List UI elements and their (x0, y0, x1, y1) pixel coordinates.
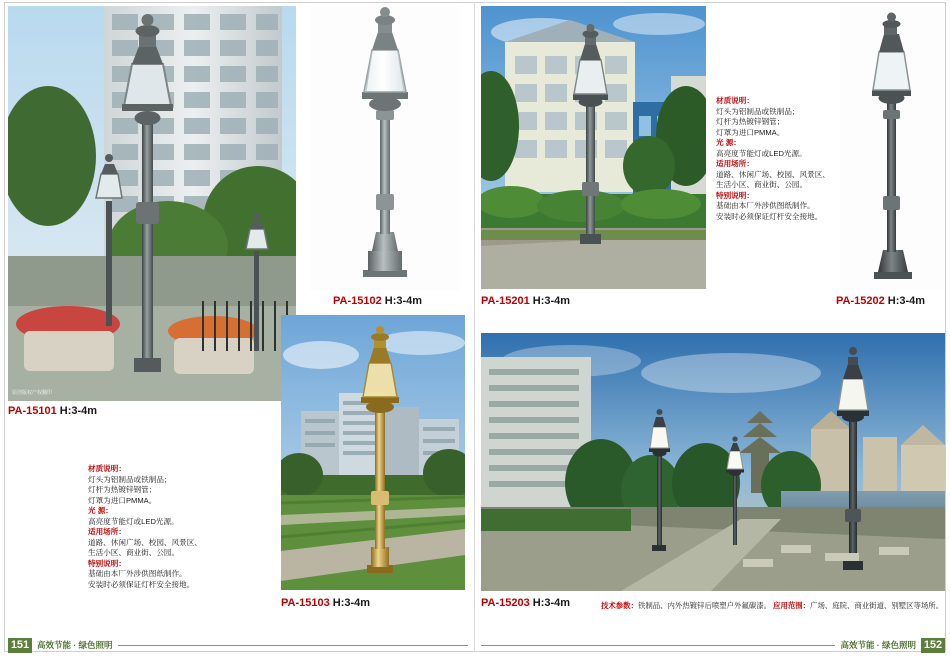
product-photo-pa-15103 (281, 315, 465, 590)
product-height-pa-15202: H:3-4m (887, 295, 926, 307)
product-height-pa-15201: H:3-4m (532, 295, 571, 307)
tech-params-line (601, 600, 943, 611)
spec-left-place-1: 道路、休闲广场、校园、风景区、 (88, 537, 202, 547)
spec-left-material-3: 灯罩为进口PMMA。 (88, 495, 157, 505)
footer-right (481, 636, 945, 654)
footer-rule-left (118, 645, 468, 646)
caption-pa-15201 (481, 295, 570, 307)
product-height-pa-15102: H:3-4m (384, 295, 423, 307)
page-number-left: 151 (8, 638, 32, 653)
scene-studio-lamp-dark (840, 6, 945, 289)
tech-place-text: 广场、庭院、商业街道、别墅区等场所。 (810, 601, 944, 610)
product-photo-pa-15101 (8, 6, 296, 401)
product-code-pa-15103: PA-15103 (281, 597, 330, 609)
spec-right-material-title: 材质说明： (716, 96, 754, 105)
spec-left-note-2: 安装时必须保证灯杆安全接地。 (88, 579, 195, 589)
scene-waterfront-night (481, 333, 945, 591)
spec-left-material-title: 材质说明： (88, 464, 126, 473)
page-gutter (474, 2, 475, 652)
product-photo-pa-15201 (481, 6, 706, 289)
product-code-pa-15102: PA-15102 (333, 295, 382, 307)
spec-left-material-1: 灯头为铝制品或铁制品； (88, 474, 172, 484)
spec-left-note-title: 特别说明： (88, 558, 126, 568)
tech-place-label: 应用范围： (773, 601, 811, 610)
spec-right-source-1: 高亮度节能灯或LED光源。 (716, 148, 807, 158)
product-code-pa-15201: PA-15201 (481, 295, 530, 307)
caption-pa-15202 (836, 295, 925, 307)
spec-right-note-2: 安装时必须保证灯杆安全接地。 (716, 211, 823, 221)
spec-block-left (88, 464, 238, 590)
spec-left-source-1: 高亮度节能灯或LED光源。 (88, 516, 179, 526)
spec-right-note-1: 基础由本厂外涉供图纸制作。 (716, 201, 815, 210)
scene-golden-lamp-city (281, 315, 465, 590)
spec-left-place-title: 适用场所： (88, 527, 126, 536)
tech-params-text: 铁制品、内外热镀锌后喷塑户外氟碳漆。 (637, 601, 772, 610)
product-height-pa-15203: H:3-4m (532, 597, 571, 609)
spec-right-note-title: 特别说明： (716, 190, 754, 200)
product-photo-pa-15203 (481, 333, 945, 591)
footer-text-right: 高效节能 · 绿色照明 (840, 640, 916, 650)
product-code-pa-15202: PA-15202 (836, 295, 885, 307)
product-photo-pa-15202 (840, 6, 945, 289)
scene-studio-lamp-white (310, 6, 460, 291)
scene-villa-lamp (481, 6, 706, 289)
footer-text-left: 高效节能 · 绿色照明 (37, 640, 113, 650)
caption-pa-15102 (333, 295, 422, 307)
spec-right-source-title: 光 源： (716, 138, 741, 147)
spec-right-material-2: 灯杆为热镀锌钢管； (716, 117, 785, 126)
caption-pa-15203 (481, 597, 570, 609)
caption-pa-15101 (8, 405, 97, 417)
footer-left (8, 636, 468, 654)
spec-right-place-1: 道路、休闲广场、校园、风景区、 (716, 169, 830, 179)
footer-rule-right (481, 645, 835, 646)
caption-pa-15103 (281, 597, 370, 609)
product-code-pa-15203: PA-15203 (481, 597, 530, 609)
page-number-right: 152 (921, 638, 945, 653)
spec-right-place-title: 适用场所： (716, 159, 754, 168)
photo-watermark: 原创版权产权翻印 (12, 390, 53, 396)
product-code-pa-15101: PA-15101 (8, 405, 57, 417)
product-photo-pa-15102 (310, 6, 460, 291)
spec-left-note-1: 基础由本厂外涉供图纸制作。 (88, 569, 187, 578)
spec-left-place-2: 生活小区、商业街、公园。 (88, 548, 180, 557)
spec-right-material-1: 灯头为铝制品或铁制品； (716, 106, 800, 116)
product-height-pa-15103: H:3-4m (332, 597, 371, 609)
spec-right-material-3: 灯罩为进口PMMA。 (716, 127, 785, 137)
tech-params-label: 技术参数： (601, 601, 638, 610)
spec-left-source-title: 光 源： (88, 506, 113, 515)
spec-right-place-2: 生活小区、商业街、公园。 (716, 180, 808, 189)
product-height-pa-15101: H:3-4m (59, 405, 98, 417)
spec-left-material-2: 灯杆为热镀锌钢管； (88, 485, 157, 494)
scene-residential-garden (8, 6, 296, 401)
